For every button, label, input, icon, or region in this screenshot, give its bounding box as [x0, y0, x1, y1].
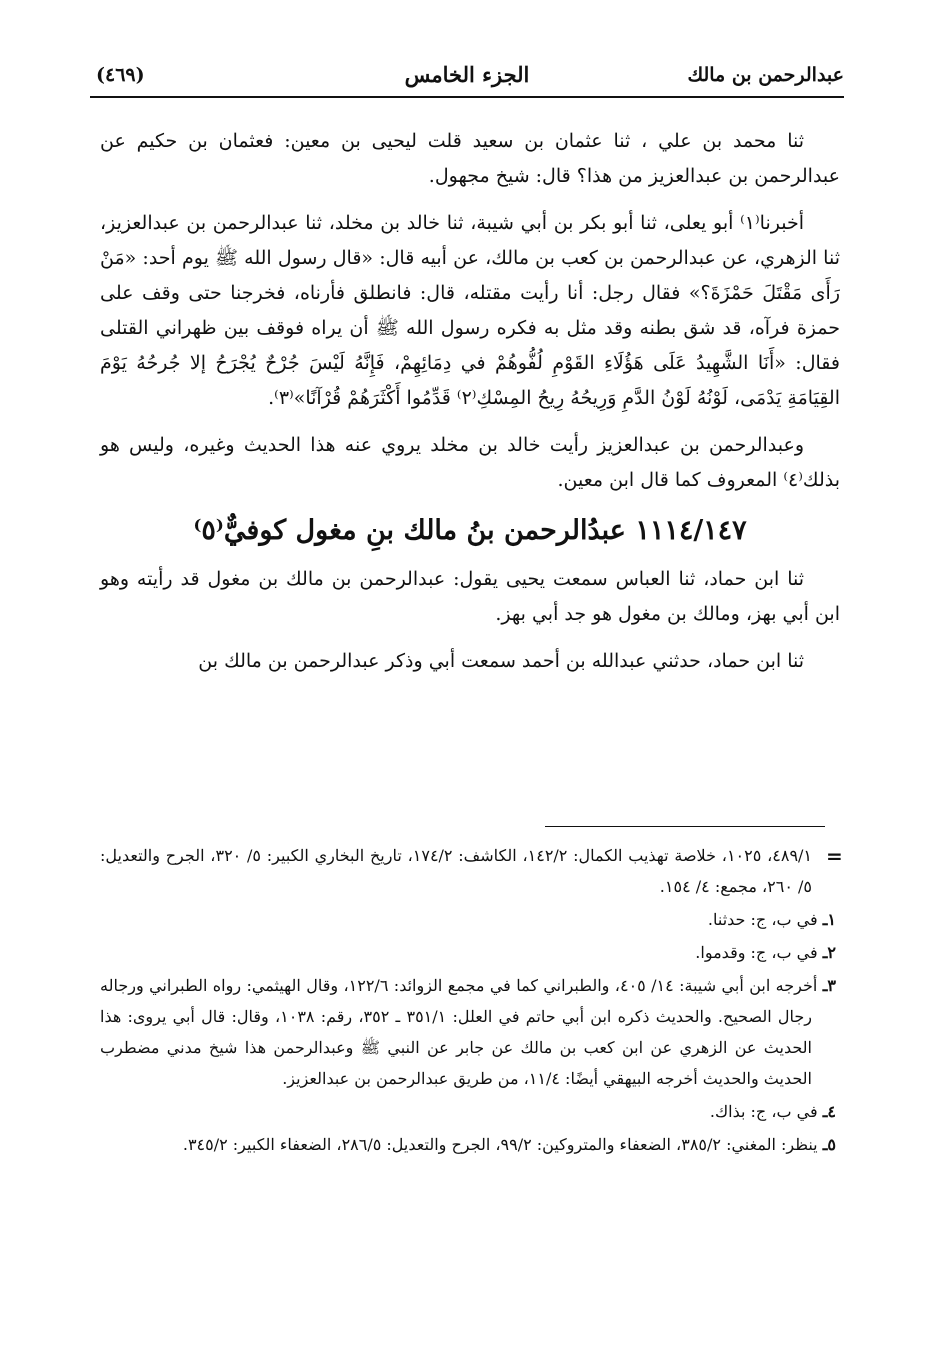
footnote-continued: [100, 840, 836, 902]
footnote-continuation-marker: =: [826, 844, 843, 868]
footnote-text: في ب، ج: حدثنا.: [707, 910, 818, 929]
footnote-number: ٣ـ: [822, 976, 836, 995]
paragraph-3: وعبدالرحمن بن عبدالعزيز رأيت خالد بن مخلد يروي عنه هذا الحديث وغيره، وليس هو بذلك⁽٤⁾ المعروف كما قال ابن معين.: [100, 434, 840, 491]
footnote-text: أخرجه ابن أبي شيبة: ١٤/ ٤٠٥، والطبراني كما في مجمع الزوائد: ١٢٢/٦، وقال الهيثمي: رواه الطبراني ورجاله رجال الصحيح. والحديث ذكره ابن أبي حاتم في العلل: ٣٥١/١ ـ ٣٥٢، رقم: ١٠٣٨، وقال: قال أبي يروى: هذا الحديث عن الزهري عن ابن كعب بن مالك عن جابر عن النبي ﷺ وعبدالرحمن هذا شيخ مدني مضطرب الحديث والحديث أخرجه البيهقي أيضًا: ١١/٤، من طريق عبدالرحمن بن عبدالعزيز.: [100, 976, 818, 1088]
header-divider: [90, 96, 844, 98]
footnote-text: في ب، ج: وقدموا.: [695, 943, 818, 962]
chapter-title: عبدالرحمن بن مالك: [687, 64, 844, 86]
footnote-number: ٥ـ: [822, 1135, 836, 1154]
footnote-1: [100, 904, 836, 935]
footnote-3: [100, 970, 836, 1094]
paragraph-2: أخبرنا⁽١⁾ أبو يعلى، ثنا أبو بكر بن أبي شيبة، ثنا خالد بن مخلد، ثنا عبدالرحمن بن عبدالعزيز، ثنا الزهري، عن عبدالرحمن بن كعب بن مالك، عن أبيه قال: «قال رسول الله ﷺ يوم أحد: «مَنْ رَأَى مَقْتَلَ حَمْزَةَ؟» فقال رجل: أنا رأيت مقتله، قال: فانطلق فأرناه، فخرجنا حتى وقف على حمزة فرآه، قد شق بطنه وقد مثل به فكره رسول الله ﷺ أن يراه فوقف بين ظهراني القتلى فقال: «أَنَا الشَّهِيدُ عَلَى هَؤُلَاءِ القَوْمِ لُفُّوهُمْ في دِمَائِهِمْ، فَإِنَّهُ لَيْسَ جُرْحٌ يُجْرَحُ إلا جُرحُهُ يَوْمَ القِيَامَةِ يَدْمَى، لَوْنُهُ لَوْنُ الدَّمِ وَرِيحُهُ رِيحُ المِسْكِ⁽٢⁾ قَدِّمُوا أَكْثَرَهُمْ قُرْآنًا»⁽٣⁾.: [100, 212, 840, 409]
footnote-number: ١ـ: [822, 910, 836, 929]
footnote-5: [100, 1129, 836, 1160]
footnote-4: [100, 1096, 836, 1127]
footnote-text: في ب، ج: بذاك.: [709, 1102, 818, 1121]
footnote-divider: [545, 826, 825, 827]
paragraph-1: ثنا محمد بن علي ، ثنا عثمان بن سعيد قلت ليحيى بن معين: فعثمان بن حكيم عن عبدالرحمن بن عبدالعزيز من هذا؟ قال: شيخ مجهول.: [100, 130, 840, 187]
footnote-number: ٤ـ: [822, 1102, 836, 1121]
volume-title: الجزء الخامس: [404, 62, 530, 87]
footnote-2: [100, 937, 836, 968]
page-number: (٤٦٩): [96, 64, 145, 86]
footnote-number: ٢ـ: [822, 943, 836, 962]
paragraph-5: ثنا ابن حماد، حدثني عبدالله بن أحمد سمعت أبي وذكر عبدالرحمن بن مالك بن: [198, 650, 804, 672]
page-header: [90, 58, 844, 94]
footnote-text: ٤٨٩/١، ١٠٢٥، خلاصة تهذيب الكمال: ١٤٢/٢، الكاشف: ١٧٤/٢، تاريخ البخاري الكبير: ٥/ ٣٢٠، الجرح والتعديل: ٥/ ٢٦٠، مجمع: ٤/ ١٥٤.: [100, 846, 813, 896]
paragraph-4: ثنا ابن حماد، ثنا العباس سمعت يحيى يقول: عبدالرحمن بن مالك بن مغول قد رأيته وهو ابن أبي بهز، ومالك بن مغول هو جد أبي بهز.: [100, 568, 840, 625]
entry-heading: ١١١٤/١٤٧ عبدُالرحمن بنُ مالك بنِ مغول كوفيٌّ⁽٥⁾: [193, 515, 747, 546]
footnotes: [100, 840, 836, 1162]
main-text: [100, 124, 840, 691]
footnote-text: ينظر: المغني: ٣٨٥/٢، الضعفاء والمتروكين: ٩٩/٢، الجرح والتعديل: ٢٨٦/٥، الضعفاء الكبير: ٣٤٥/٢.: [182, 1135, 818, 1154]
